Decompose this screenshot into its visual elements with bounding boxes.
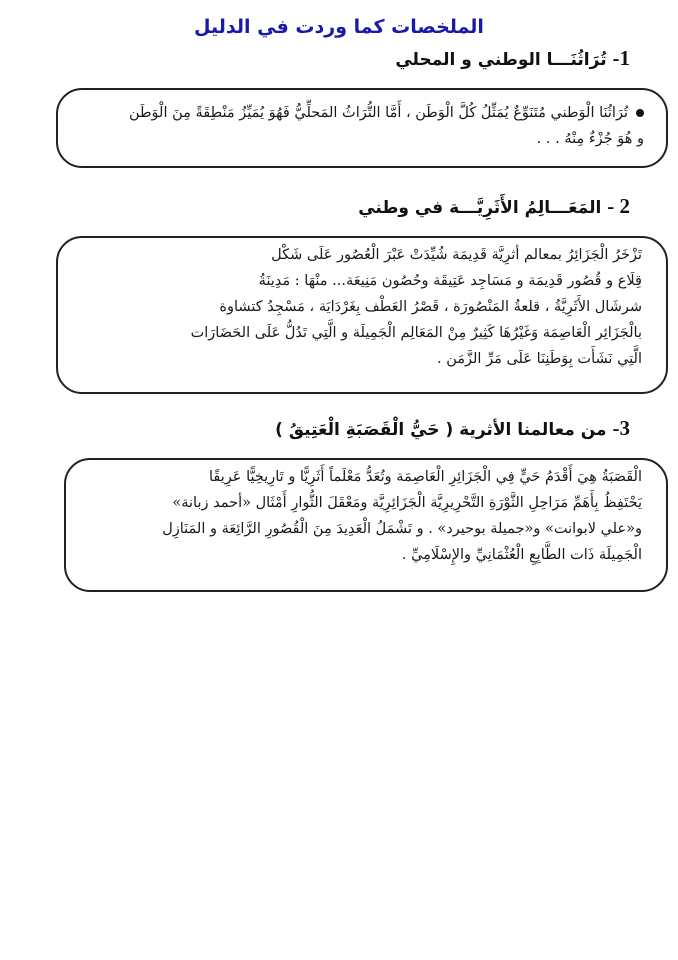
section-3-line: الْقَصَبَةُ هِيَ أَقْدَمُ حَيٍّ فِي الْجَزَائِرِ الْعَاصِمَة وتُعَدُّ مَعْلَماً أَثَرِيًّا و تَارِيخِيًّا عَرِيقًا [209, 469, 642, 485]
section-1-line: و هُوَ جُزْءٌ مِنْهُ . . . [536, 131, 644, 147]
page-title: الملخصات كما وردت في الدليل [194, 16, 484, 38]
section-3-title: من معالمنا الأثرية ( حَيُّ الْقَصَبَةِ الْعَتِيقُ ) [275, 420, 607, 440]
section-2-line: قِلَاع و قُصُور قَدِيمَة و مَسَاجِد عَتِيقَة وحُصُون مَنِيعَة... منْهَا : مَدِينَةُ [258, 273, 642, 289]
section-2-number: 2 - [607, 194, 630, 218]
section-2-box [56, 236, 668, 394]
section-1-line [72, 100, 644, 126]
section-3-text [80, 464, 642, 568]
section-2-line: الَّتِي نَشَأَت بِوَطَنِنَا عَلَى مَرِّ الزَّمَن . [436, 351, 642, 367]
section-2-title: المَعَـــالِمُ الأَثَرِيَّـــة في وطني [358, 198, 602, 218]
section-3-line: و«علي لابوانت» و«جميلة بوحيرد» . و تَشْمَلُ الْعَدِيدَ مِنَ الْقُصُورِ الرَّائِعَة و المَنَازِل [162, 521, 642, 537]
section-3-line: الْجَمِيلَة ذَات الطَّابِعِ الْعُثْمَانِيِّ والإِسْلَامِيِّ . [401, 547, 642, 563]
line-text: تُرَاثُنَا الْوَطني مُتَنَوِّعٌ يُمَثِّلُ كُلَّ الْوَطَن ، أَمَّا التُّرَاثُ المَحلِّيُّ فَهُوَ يُمَيِّزُ مَنْطِقَةً مِنَ الْوَطَن [128, 105, 628, 121]
section-2-line: تَزْخَرُ الْجَزَائِرُ بمعالم أثرِيَّة قَدِيمَة شُيِّدَتْ عَبْرَ الْعُصُور عَلَى شَكْل [271, 247, 642, 263]
section-1-heading [395, 46, 630, 71]
section-3-heading [275, 416, 630, 441]
section-2-text [72, 242, 642, 372]
section-3-line: يَحْتَفِظُ بِأَهَمِّ مَرَاحِلِ الثَّوْرَةِ التَّحْرِيرِيَّة الْجَزَائِرِيَّة ومَعْقَلَ الثُّوارِ أَمْثَال «أحمد زبانة» [172, 495, 642, 511]
bullet-icon [636, 109, 644, 117]
section-1-title: تُرَاثُنَـــا الوطني و المحلي [395, 50, 607, 70]
section-1-box [56, 88, 668, 168]
section-2-line: شرشَال الأَثَرِيَّةُ ، قلعةُ المَنْصُورَة ، قَصْرُ العَطْف بِغَرْدَايَة ، مَسْجِدُ كتشاوة [219, 299, 642, 315]
section-2-line: بالْجَزَائِر الْعَاصِمَة وَغَيْرُهَا كَثِيرٌ مِنْ المَعَالِم الْجَمِيلَة و الَّتِي تَدُلُّ عَلَى الحَضَارَات [190, 325, 642, 341]
section-1-text [72, 100, 644, 152]
section-3-number: 3- [612, 416, 630, 440]
section-3-box [64, 458, 668, 592]
section-2-heading [358, 194, 630, 219]
section-1-number: 1- [612, 46, 630, 70]
